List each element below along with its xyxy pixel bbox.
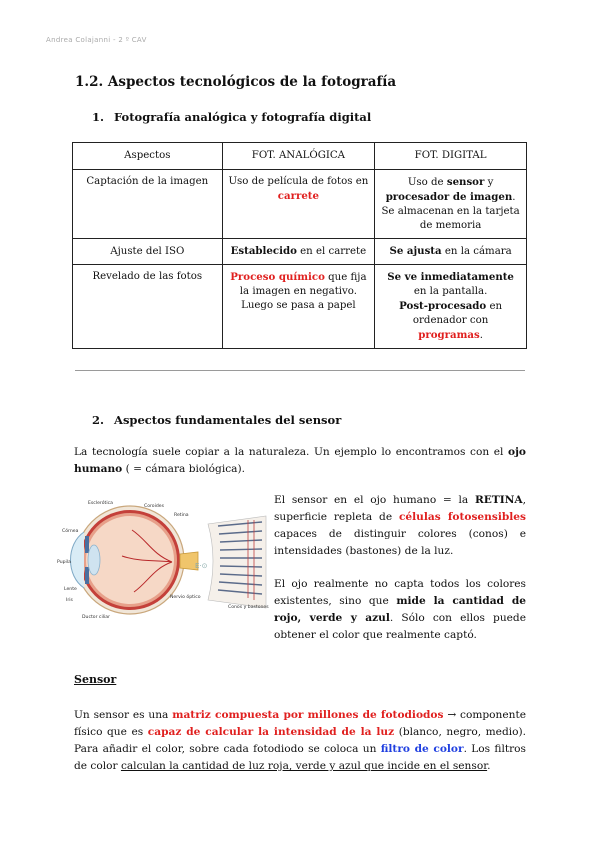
table-row [73,265,527,349]
cell-text: . Se almacenan en la tarjeta de memoria [381,192,520,231]
cell-text: que fija la imagen en negativo. Luego se pasa a papel [239,272,367,311]
cell-highlight: programas [418,329,480,341]
cell-text: en ordenador con [412,301,503,326]
label-escleriotica: Esclerótica [88,501,113,506]
table-cell-digital [375,170,527,239]
retina-bold: RETINA [475,494,523,506]
label-coroides: Coroides [144,504,165,509]
sensor-text: → componente físico que es [74,709,526,738]
table-header-aspectos: Aspectos [73,143,223,170]
sensor-highlight: capaz de calcular la intensidad de la luz [147,726,395,738]
subsection-1-heading [92,110,371,124]
color-text: El ojo realmente no capta todos los colores existentes, sino que [274,578,526,607]
sensor-text: Un sensor es una [74,709,169,721]
iris-lower [85,567,89,584]
subsection-1-title: Fotografía analógica y fotografía digital [114,110,372,124]
comparison-table [72,142,527,349]
intro-text: La tecnología suele copiar a la naturaleza. Un ejemplo lo encontramos con el [74,446,504,458]
table-row [73,239,527,265]
sensor-text: . Los filtros de color [74,743,526,772]
color-bold: mide la cantidad de rojo, verde y azul [274,595,526,624]
sensor-paragraph [74,707,526,775]
lens-shape [88,545,100,575]
sensor-text-end: . [487,760,491,772]
label-pupila: Pupila [57,560,71,565]
subsection-1-number: 1. [92,110,105,124]
intro-bold: ojo humano [74,446,526,475]
iris-upper [85,536,89,553]
table-header-analogica: FOT. ANALÓGICA [222,143,375,170]
label-iris: Iris [66,598,73,603]
subsection-2-number: 2. [92,413,105,427]
subsection-2-heading [92,413,341,427]
cell-highlight: Proceso químico [230,271,325,283]
color-paragraph [274,576,526,644]
light-arrow: E·⊙ [195,562,208,570]
retina-highlight: células fotosensibles [398,511,526,523]
sensor-heading: Sensor [74,673,117,686]
cell-bold: Se ve inmediatamente [387,271,514,283]
table-cell-aspect: Captación de la imagen [73,170,223,239]
section-title: 1.2. Aspectos tecnológicos de la fotografía [75,74,397,90]
sensor-highlight: matriz compuesta por millones de fotodiodos [172,709,444,721]
cell-bold: Post-procesado [399,300,487,312]
label-retina: Retina [174,513,189,518]
label-ductor: Ductor ciliar [82,615,110,620]
cell-text: . [479,330,483,341]
table-cell-aspect: Revelado de las fotos [73,265,223,349]
cell-text: en el carrete [300,246,367,257]
label-conos: Conos y bastones [228,605,269,610]
cell-text: Uso de película de fotos en [228,176,369,187]
cell-text: Uso de [407,177,444,188]
table-cell-aspect: Ajuste del ISO [73,239,223,265]
horizontal-divider [75,370,525,371]
retina-paragraph [274,492,526,560]
table-cell-analog [222,239,375,265]
table-row [73,170,527,239]
cell-bold: Se ajusta [389,245,442,257]
table-cell-analog [222,265,375,349]
cornea-shape [71,532,85,588]
cell-text: y [487,177,494,188]
cell-bold: Establecido [230,245,297,257]
color-text-end: . Sólo con ellos puede obtener el color que realmente captó. [274,612,526,641]
retina-text-end: capaces de distinguir colores (conos) e intensidades (bastones) de la luz. [274,528,526,557]
page-header: Andrea Colajanni - 2 º CAV [46,36,147,44]
table-cell-digital [375,265,527,349]
subsection-2-title: Aspectos fundamentales del sensor [114,413,342,427]
cell-text: en la pantalla. [413,286,488,297]
retina-text: , superficie repleta de [274,494,526,523]
table-header-digital: FOT. DIGITAL [375,143,527,170]
retina-text: El sensor en el ojo humano = la [274,494,469,506]
sensor-text: (blanco, negro, medio). Para añadir el color, sobre cada fotodiodo se coloca un [74,726,526,755]
intro-text-end: ( = cámara biológica). [125,463,245,475]
cell-text: en la cámara [444,246,512,257]
cell-highlight: carrete [277,190,319,202]
cell-bold: sensor [446,176,485,188]
sensor-underlined: calculan la cantidad de luz roja, verde y azul que incide en el sensor [120,760,488,772]
intro-paragraph [74,444,526,478]
table-cell-analog [222,170,375,239]
label-nervio: Nervio óptico [170,595,201,600]
label-cornea: Córnea [62,529,79,534]
cell-bold: procesador de imagen [385,191,513,203]
label-lente: Lente [64,587,77,592]
sensor-blue-highlight: filtro de color [380,743,464,755]
table-cell-digital [375,239,527,265]
table-header-row [73,143,527,170]
eye-diagram [52,496,270,622]
